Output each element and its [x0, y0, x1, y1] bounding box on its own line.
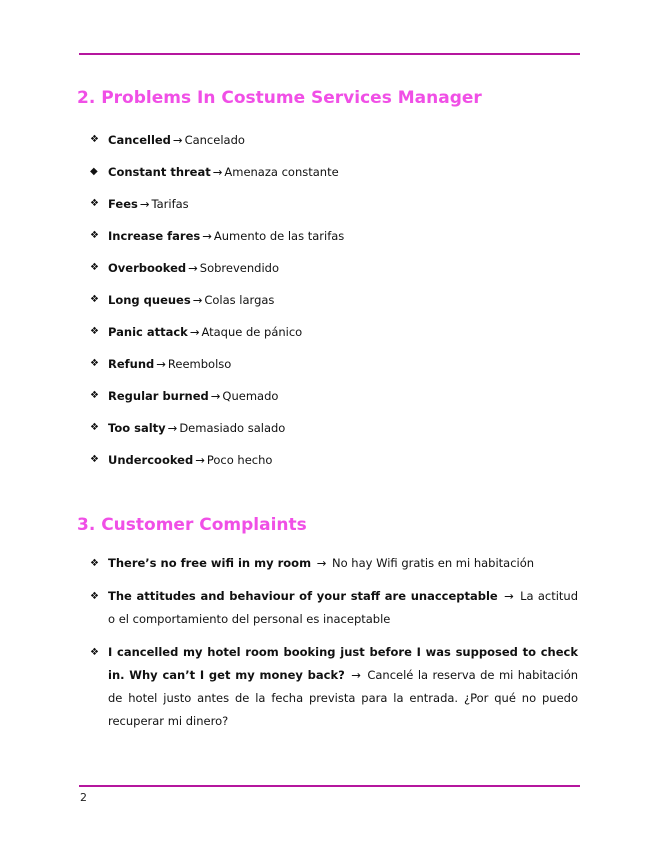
diamond-bullet-icon: ❖	[90, 326, 99, 337]
arrow-icon: →	[210, 389, 221, 403]
diamond-bullet-icon: ❖	[90, 558, 99, 569]
list-item	[90, 552, 578, 575]
term-en: Too salty	[108, 421, 166, 435]
term-es: Ataque de pánico	[201, 325, 303, 339]
arrow-icon: →	[316, 556, 327, 570]
complaint-en: I cancelled my hotel room booking just before I was supposed to check in. Why can’t I get my money back?	[108, 645, 578, 682]
list-item	[90, 380, 510, 412]
complaint-en: There’s no free wifi in my room	[108, 556, 312, 570]
complaint-es: No hay Wifi gratis en mi habitación	[332, 556, 535, 570]
list-item	[90, 585, 578, 631]
term-es: Quemado	[222, 389, 279, 403]
complaint-es: La actitud o el comportamiento del personal es inaceptable	[108, 589, 579, 626]
term-en: Increase fares	[108, 229, 201, 243]
term-en: Overbooked	[108, 261, 187, 275]
diamond-bullet-icon: ❖	[90, 647, 99, 658]
diamond-bullet-icon: ❖	[90, 422, 99, 433]
complaints-list	[90, 552, 578, 743]
list-item	[90, 641, 578, 733]
diamond-bullet-icon: ❖	[90, 591, 99, 602]
arrow-icon: →	[504, 589, 514, 603]
arrow-icon: →	[139, 197, 150, 211]
term-en: Cancelled	[108, 133, 171, 147]
list-item	[90, 316, 510, 348]
section-title-problems: 2. Problems In Costume Services Manager	[77, 88, 482, 108]
complaint-en: The attitudes and behaviour of your staff are unacceptable	[108, 589, 498, 603]
term-en: Constant threat	[108, 165, 211, 179]
list-item	[90, 220, 510, 252]
diamond-bullet-icon: ◆	[90, 166, 98, 177]
term-es: Aumento de las tarifas	[213, 229, 345, 243]
diamond-bullet-icon: ❖	[90, 390, 99, 401]
diamond-bullet-icon: ❖	[90, 294, 99, 305]
term-en: Regular burned	[108, 389, 209, 403]
page-number: 2	[80, 791, 87, 804]
diamond-bullet-icon: ❖	[90, 262, 99, 273]
term-en: Long queues	[108, 293, 191, 307]
diamond-bullet-icon: ❖	[90, 358, 99, 369]
term-en: Refund	[108, 357, 155, 371]
arrow-icon: →	[192, 293, 203, 307]
bottom-divider	[79, 785, 580, 787]
arrow-icon: →	[188, 261, 198, 275]
term-es: Tarifas	[151, 197, 189, 211]
list-item	[90, 284, 510, 316]
list-item	[90, 252, 510, 284]
term-es: Colas largas	[204, 293, 275, 307]
term-es: Amenaza constante	[224, 165, 339, 179]
list-item	[90, 444, 510, 476]
diamond-bullet-icon: ❖	[90, 454, 99, 465]
list-item	[90, 348, 510, 380]
term-es: Demasiado salado	[179, 421, 286, 435]
arrow-icon: →	[156, 357, 166, 371]
term-es: Sobrevendido	[199, 261, 279, 275]
arrow-icon: →	[202, 229, 212, 243]
term-en: Panic attack	[108, 325, 188, 339]
term-en: Undercooked	[108, 453, 194, 467]
list-item	[90, 156, 510, 188]
section-title-complaints: 3. Customer Complaints	[77, 515, 307, 535]
diamond-bullet-icon: ❖	[90, 230, 99, 241]
diamond-bullet-icon: ❖	[90, 134, 99, 145]
arrow-icon: →	[212, 165, 223, 179]
list-item	[90, 124, 510, 156]
arrow-icon: →	[172, 133, 183, 147]
term-es: Reembolso	[167, 357, 232, 371]
term-es: Cancelado	[184, 133, 245, 147]
arrow-icon: →	[195, 453, 205, 467]
top-divider	[79, 53, 580, 55]
term-es: Poco hecho	[206, 453, 273, 467]
list-item	[90, 412, 510, 444]
list-item	[90, 188, 510, 220]
term-en: Fees	[108, 197, 138, 211]
diamond-bullet-icon: ❖	[90, 198, 99, 209]
arrow-icon: →	[167, 421, 178, 435]
arrow-icon: →	[351, 668, 361, 682]
arrow-icon: →	[189, 325, 200, 339]
problems-list	[90, 124, 510, 476]
complaint-es: Cancelé la reserva de mi habitación de hotel justo antes de la fecha prevista para la entrada. ¿Por qué no puedo recuperar mi dinero?	[108, 668, 579, 728]
